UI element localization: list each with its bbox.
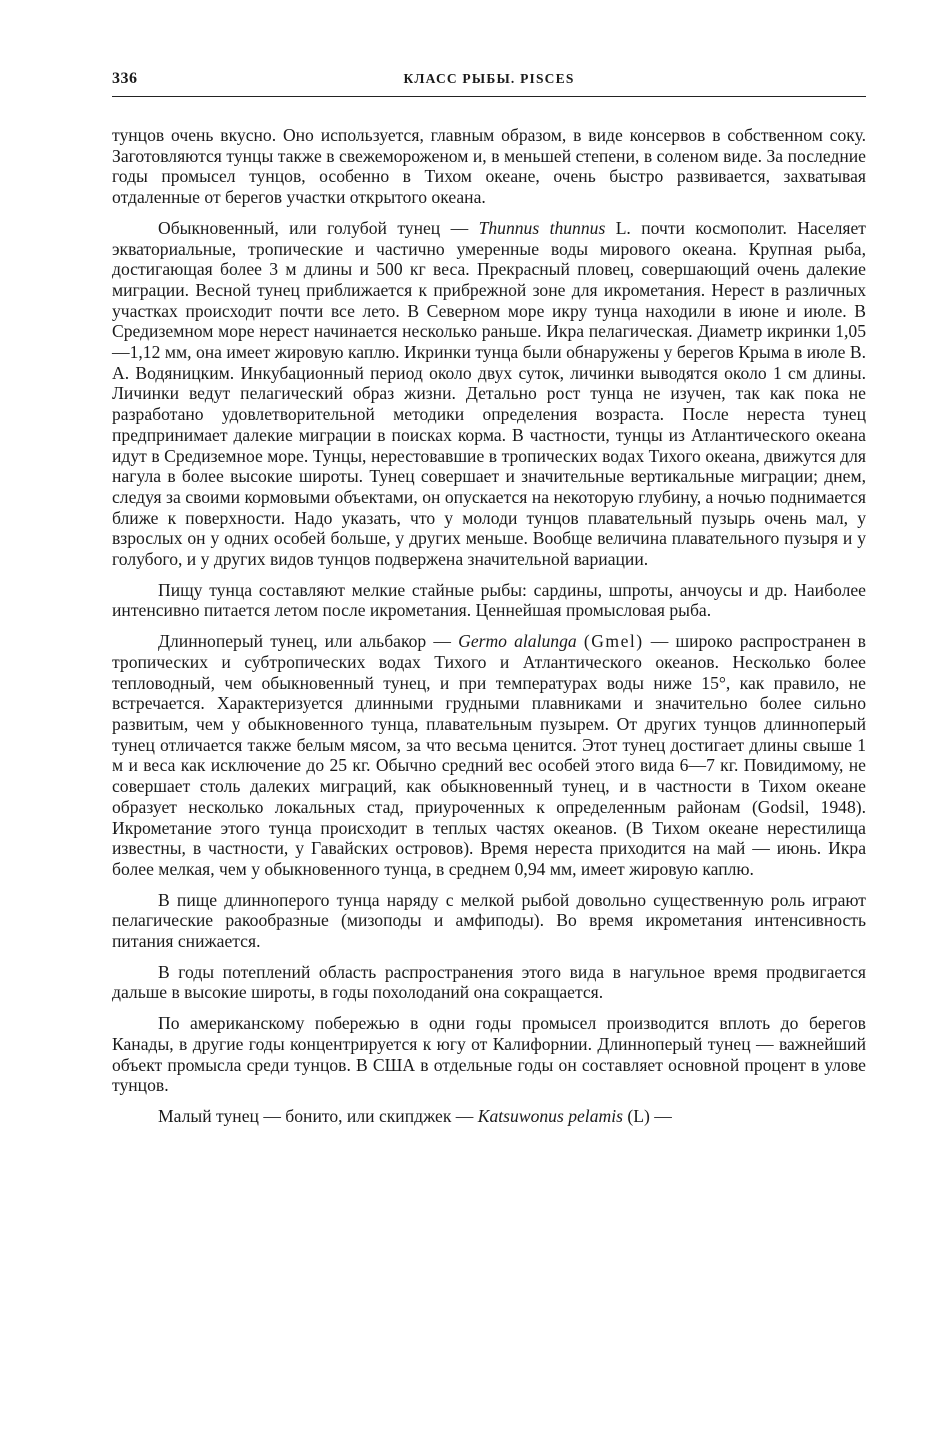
paragraph-6 bbox=[112, 962, 866, 1003]
paragraph-1 bbox=[112, 125, 866, 208]
paragraph-7-text: По американскому побережью в одни годы промысел производится вплоть до берегов Канады, в другие годы концентрируется к югу от Калифорнии. Длинноперый тунец — важнейший объект промысла среди тунцов. В США в отдельные годы он составляет основной процент в улове тунцов. bbox=[112, 1013, 866, 1096]
paragraph-4 bbox=[112, 631, 866, 879]
species-author-thunnus: L. bbox=[615, 217, 631, 238]
paragraph-6-text: В годы потеплений область распространения этого вида в нагульное время продвигается дальше в высокие широты, в годы похолоданий она сокращается. bbox=[112, 961, 866, 1003]
paragraph-5-text: В пище длинноперого тунца наряду с мелкой рыбой довольно существенную роль играют пелагические ракообразные (мизоподы и амфиподы). Во время икрометания интенсивность питания снижается. bbox=[112, 889, 866, 952]
species-author-germo: (Gmel) bbox=[583, 631, 644, 652]
paragraph-1-text: тунцов очень вкусно. Оно используется, главным образом, в виде консервов в собственном соку. Заготовляются тунцы также в свежемороженом и, в меньшей степени, в соленом виде. За последние годы промысел тунцов, особенно в Тихом океане, очень быстро развивается, захватывая отдаленные от берегов участки открытого океана. bbox=[112, 125, 866, 208]
paragraph-8 bbox=[112, 1106, 866, 1127]
paragraph-3 bbox=[112, 580, 866, 621]
paragraph-8-before: Малый тунец — бонито, или скипджек — bbox=[158, 1105, 478, 1126]
paragraph-2 bbox=[112, 218, 866, 570]
paragraph-4-after: — широко распространен в тропических и субтропических водах Тихого и Атлантического океанов. Несколько более тепловодный, чем обыкновенный тунец, и при температурах воды ниже 15°, как правило, не встречается. Характеризуется длинными грудными плавниками и значительно более сильно развитым, чем у обыкновенного тунца, плавательным пузырем. От других тунцов длинноперый тунец отличается также белым мясом, за что весьма ценится. Этот тунец достигает длины свыше 1 м и веса как исключение до 25 кг. Обычно средний вес особей этого вида 6—7 кг. Повидимому, не совершает столь далеких миграций, как обыкновенный тунец, и в частности в Тихом океане образует несколько локальных стад, приуроченных к определенным районам (Godsil, 1948). Икрометание этого тунца происходит в теплых частях океанов. (В Тихом океане нерестилища известны, в частности, у Гавайских островов). Время нереста приходится на май — июнь. Икра более мелкая, чем у обыкновенного тунца, в среднем 0,94 мм, имеет жировую каплю. bbox=[112, 631, 866, 879]
page-number: 336 bbox=[112, 70, 138, 87]
page-header bbox=[112, 70, 866, 97]
body-text bbox=[112, 125, 866, 1127]
paragraph-3-text: Пищу тунца составляют мелкие стайные рыбы: сардины, шпроты, анчоусы и др. Наиболее интенсивно питается летом после икрометания. Ценнейшая промысловая рыба. bbox=[112, 579, 866, 621]
species-author-katsuwonus: (L) bbox=[627, 1105, 650, 1126]
paragraph-7 bbox=[112, 1013, 866, 1096]
running-title: КЛАСС РЫБЫ. PISCES bbox=[403, 71, 575, 86]
paragraph-8-after: — bbox=[649, 1105, 672, 1126]
paragraph-2-after: почти космополит. Населяет экваториальные, тропические и частично умеренные воды мирового океана. Крупная рыба, достигающая более 3 м длины и 500 кг веса. Прекрасный пловец, совершающий очень далекие миграции. Весной тунец приближается к прибрежной зоне для икрометания. Нерест в различных участках происходит почти все лето. В Северном море икру тунца находили в июне и июле. В Средиземном море нерест начинается несколько раньше. Икра пелагическая. Диаметр икринки 1,05—1,12 мм, она имеет жировую каплю. Икринки тунца были обнаружены у берегов Крыма в июле В. А. Водяницким. Инкубационный период около двух суток, личинки выводятся около 1 см длины. Личинки ведут пелагический образ жизни. Детально рост тунца не изучен, так как пока не разработано удовлетворительной методики определения возраста. После нереста тунец предпринимает далекие миграции в поисках корма. В частности, тунцы из Атлантического океана идут в Средиземное море. Тунцы, нерестовавшие в тропических водах Тихого океана, движутся для нагула в более высокие широты. Тунец совершает и значительные вертикальные миграции; днем, следуя за своими кормовыми объектами, он опускается на некоторую глубину, а ночью поднимается ближе к поверхности. Надо указать, что у молоди тунцов плавательный пузырь очень мал, у взрослых он у одних особей больше, у других меньше. Вообще величина плавательного пузыря и у голубого, и у других видов тунцов подвержена значительной вариации. bbox=[112, 217, 866, 570]
species-name-thunnus: Thunnus thunnus bbox=[478, 217, 606, 238]
paragraph-5 bbox=[112, 890, 866, 952]
species-name-katsuwonus: Katsuwonus pelamis bbox=[477, 1105, 623, 1126]
paragraph-4-before: Длинноперый тунец, или альбакор — bbox=[158, 631, 459, 652]
paragraph-2-before: Обыкновенный, или голубой тунец — bbox=[158, 217, 479, 238]
species-name-germo: Germo alalunga bbox=[458, 631, 577, 652]
